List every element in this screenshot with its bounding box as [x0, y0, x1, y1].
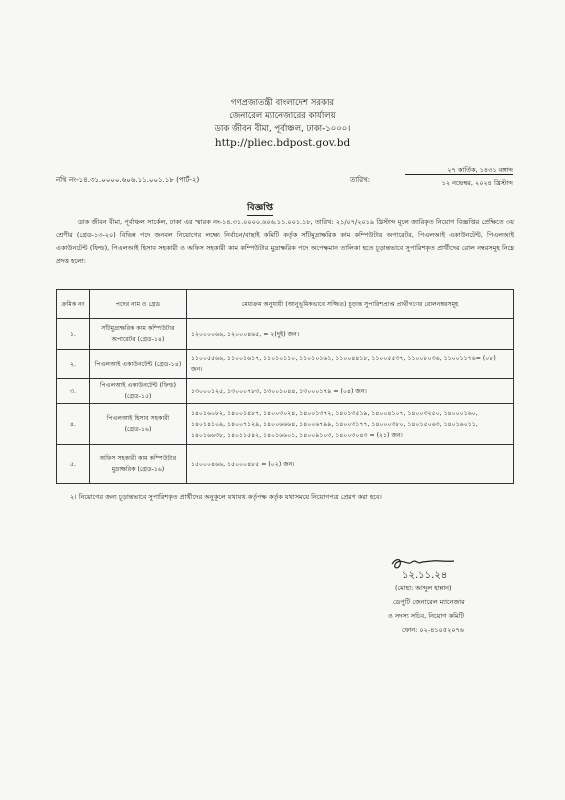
row-post: পিএলআই হিসাব সহকারী (গ্রেড-১৬) — [90, 404, 187, 445]
col-post-header: পদের নাম ও গ্রেড — [90, 290, 187, 319]
row-rolls: ১৪০১৬০৮২, ১৪০০১৪৮৭, ১৪০০৩০২৪, ১৪০০১৩৭২, ১৪০১৩৫১৯, ১৪০০৪১০৭, ১৪০০৩২৫০, ১৪০০০১৬০, ১৪০১৪১০৯, ১৪০০৭১২৯, ১৪০০৬৬৬৪, ১৪০০৬৭৯৯, ১৪০০৩১৭৭, ১৪০০০৩৮০, ১৪০১৫০৬৩, ১৪০১৬০১১, ১৪০১৬৬৩৮, ১৪০১১৫৪২, ১৪০১৬৬০১, ১৪০০৯১০৩, ১৪০০৩০৪৩ = (২১) জন। — [187, 404, 514, 445]
signatory-title: ডেপুটি জেনারেল ম্যানেজার — [393, 598, 465, 606]
table-row — [57, 404, 514, 445]
col-rolls-header: মেধাক্রম অনুযায়ী (আনুভূমিকভাবে সজ্জিত) চূড়ান্ত সুপারিশপ্রাপ্ত প্রার্থীগণের রোলনম্বরসমূহ — [187, 290, 514, 319]
row-rolls: ১২০০০০৬৬, ১২০০০৪৬৫, = ২(দুই) জন। — [187, 319, 514, 350]
website-url: http://pliec.bdpost.gov.bd — [214, 137, 351, 149]
notice-body: ডাক জীবন বীমা, পূর্বাঞ্চল সার্কেল, ঢাকা এর স্মারক নং-১৪.৩১.০০০০.৬০৬.১১.০০১.১৮, তারিখ: ২১/০৭/২০১৯ খ্রিস্টাব্দ মূলে জারিকৃত নিয়োগ বিজ্ঞপ্তির প্রেক্ষিতে ৩য় শ্রেণীর (গ্রেড-১৩-২০) বিভিন্ন পদে জনবল নিয়োগের লক্ষ্যে নির্বাচন/বাছাই কমিটি কর্তৃক সাঁটমুদ্রাক্ষরিক কাম কম্পিউটার অপারেটর, পিএলআই একাউনটেন্ট, পিএলআই একাউনটেন্ট (ফিল্ড), পিএলআই হিসাব সহকারী ও অফিস সহকারী কাম কম্পিউটার মুদ্রাক্ষরিক পদে অপেক্ষমান তালিকা হতে চূড়ান্তভাবে সুপারিশকৃত প্রার্থীদের রোল নম্বরসমূহ নিম্নে প্রদত্ত হলো: — [56, 218, 514, 265]
signatory-role: ও সদস্য সচিব, নিয়োগ কমিটি — [388, 612, 465, 620]
row-rolls: ১৫০০০৪৬৬, ১৫০০০৪৮৫ = (০২) জন। — [187, 445, 514, 484]
signature-mark — [388, 556, 462, 582]
office-address: ডাক জীবন বীমা, পূর্বাঞ্চল, ঢাকা-১০০০। — [214, 124, 351, 134]
table-row — [57, 445, 514, 484]
signature-date: ১২.১১.২৪ — [402, 570, 448, 581]
results-table — [56, 289, 514, 484]
date-bangla: ২৭ কার্তিক, ১৪৩১ বঙ্গাব্দ — [447, 166, 513, 174]
date-english: ১২ নভেম্বর, ২০২৪ খ্রিস্টাব্দ — [441, 179, 513, 187]
row-post: অফিস সহকারী কাম কম্পিউটার মুদ্রাক্ষরিক (গ্রেড-১৬) — [90, 445, 187, 484]
row-serial: ২. — [57, 350, 90, 379]
memo-number: নথি নং-১৪.৩১.০০০০.৬০৬.১১.০০১.১৮ (পার্ট-২) — [56, 176, 200, 184]
notice-title: বিজ্ঞপ্তি — [247, 200, 273, 215]
row-serial: ৪. — [57, 404, 90, 445]
row-post: সাঁটমুদ্রাক্ষরিক কাম কম্পিউটার অপারেটর (গ্রেড-১৪) — [90, 319, 187, 350]
table-row — [57, 350, 514, 379]
table-row — [57, 379, 514, 404]
date-divider — [405, 174, 513, 175]
appointment-note: ২। নিয়োগের জন্য চূড়ান্তভাবে সুপারিশকৃত প্রার্থীদের অনুকূলে যথাযথ কর্তৃপক্ষ কর্তৃক যথাসময়ে নিয়োগপত্র প্রেরণ করা হবে। — [70, 493, 382, 501]
table-header-row — [57, 290, 514, 319]
col-serial-header: ক্রমিক নং — [57, 290, 90, 319]
row-rolls: ১৩০০০১২৫, ১৩০০০৭৮৩, ১৩০০১০৪৪, ১৩০০০১৭৯ = (০৪) জন। — [187, 379, 514, 404]
table-row — [57, 319, 514, 350]
signatory-name: (মোহা: আব্দুল হান্নান) — [395, 584, 452, 592]
row-serial: ১. — [57, 319, 90, 350]
row-post: পিএলআই একাউনটেন্ট (গ্রেড-১৪) — [90, 350, 187, 379]
date-label: তারিখ: — [350, 176, 371, 184]
row-post: পিএলআই একাউনটেন্ট (ফিল্ড) (গ্রেড-১৫) — [90, 379, 187, 404]
row-serial: ৫. — [57, 445, 90, 484]
govt-name: গণপ্রজাতন্ত্রী বাংলাদেশ সরকার — [230, 98, 335, 108]
row-rolls: ১১০০৫৫৬৬, ১১০০১৬১৭, ১১০১০১১০, ১১০১০১৬১, ১১০০৪৪১৮, ১১০০৫৫৩৭, ১১০০৮০৩৬, ১১০০১১৭৬= (০৮) জন। — [187, 350, 514, 379]
row-serial: ৩. — [57, 379, 90, 404]
office-name: জেনারেল ম্যানেজারের কার্যালয় — [229, 111, 336, 121]
signatory-phone: ফোন: ০২-৪১০৫২০৭৬ — [402, 626, 464, 634]
